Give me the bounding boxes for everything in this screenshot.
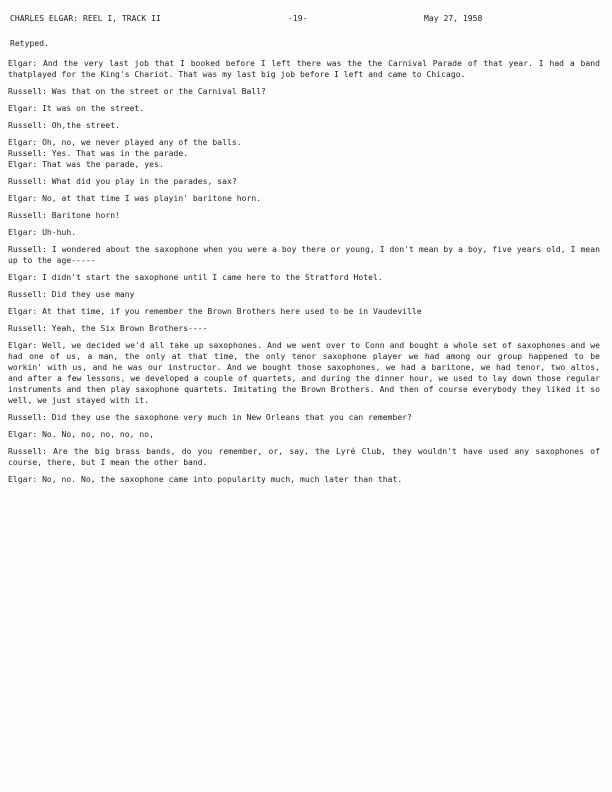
dialogue-paragraph xyxy=(8,323,600,334)
dialogue-text: Well, we decided we'd all take up saxophones. And we went over to Conn and bought a whole set of saxophones and we had one of us, a man, the only at that time, the only tenor saxophone player we had among our group happened to be workin' with us, and he was our instructor. And we bought those saxophones, we had a baritone, we had tenor, two altos, and after a few lessons, we developed a couple of quartets, and during the dinner hour, we used to lay down those regular instruments and then play saxophone quartets. Imitating the Brown Brothers. And then of course everybody they liked it so well, we just stayed with it. xyxy=(8,341,605,405)
dialogue-text: And the very last job that I booked before I left there was the the Carnival Parade of that year. I had a band thatplayed for the King's Chariot. That was my last big job before I left and came to Chicago. xyxy=(8,59,605,79)
dialogue-paragraph xyxy=(8,289,600,300)
dialogue-paragraph xyxy=(8,86,600,97)
dialogue-text: At that time, if you remember the Brown Brothers here used to be in Vaudeville xyxy=(37,307,422,316)
dialogue-text: Uh-huh. xyxy=(37,228,77,237)
dialogue-text: Yes. That was in the parade. xyxy=(46,149,189,158)
dialogue-paragraph xyxy=(8,176,600,187)
dialogue-paragraph xyxy=(8,103,600,114)
speaker-label: Russell: xyxy=(8,177,47,186)
dialogue-paragraph xyxy=(8,193,600,204)
dialogue-text: No, at that time I was playin' baritone horn. xyxy=(37,194,262,203)
transcript-body xyxy=(8,58,605,491)
speaker-label: Elgar: xyxy=(8,59,38,68)
dialogue-text: No. No, no, no, no, no, xyxy=(37,430,154,439)
page-number: -19- xyxy=(288,14,308,23)
dialogue-text: Was that on the street or the Carnival Ball? xyxy=(46,87,266,96)
dialogue-text: Are the big brass bands, do you remember, or, say, the Lyré Club, they wouldn't have used any saxophones of course, there, but I mean the other band. xyxy=(8,447,605,467)
speaker-label: Russell: xyxy=(8,211,47,220)
speaker-label: Elgar: xyxy=(8,160,38,169)
dialogue-paragraph xyxy=(8,340,605,406)
dialogue-paragraph xyxy=(8,244,605,266)
dialogue-text: Baritone horn! xyxy=(46,211,120,220)
dialogue-text: It was on the street. xyxy=(37,104,145,113)
dialogue-text: Did they use the saxophone very much in New Orleans that you can remember? xyxy=(46,413,412,422)
dialogue-paragraph xyxy=(8,137,600,148)
dialogue-paragraph xyxy=(8,148,600,159)
dialogue-paragraph xyxy=(8,210,600,221)
page-header xyxy=(10,13,600,25)
dialogue-paragraph xyxy=(8,429,600,440)
speaker-label: Russell: xyxy=(8,290,47,299)
speaker-label: Elgar: xyxy=(8,307,38,316)
retyped-note: Retyped. xyxy=(10,39,49,48)
dialogue-text: I didn't start the saxophone until I came here to the Stratford Hotel. xyxy=(37,273,383,282)
dialogue-paragraph xyxy=(8,272,600,283)
dialogue-text: Oh,the street. xyxy=(46,121,120,130)
dialogue-paragraph xyxy=(8,412,600,423)
header-date: May 27, 1958 xyxy=(424,14,483,23)
dialogue-paragraph xyxy=(8,159,600,170)
header-title: CHARLES ELGAR: REEL I, TRACK II xyxy=(10,14,161,23)
speaker-label: Elgar: xyxy=(8,430,38,439)
dialogue-text: That was the parade, yes. xyxy=(37,160,164,169)
dialogue-text: I wondered about the saxophone when you were a boy there or young, I don't mean by a boy, five years old, I mean up to the age----- xyxy=(8,245,605,265)
dialogue-paragraph xyxy=(8,446,605,468)
speaker-label: Russell: xyxy=(8,87,47,96)
dialogue-paragraph xyxy=(8,58,605,80)
dialogue-paragraph xyxy=(8,227,600,238)
speaker-label: Elgar: xyxy=(8,341,38,350)
speaker-label: Elgar: xyxy=(8,228,38,237)
speaker-label: Russell: xyxy=(8,447,47,456)
dialogue-text: What did you play in the parades, sax? xyxy=(46,177,237,186)
dialogue-text: No, no. No, the saxophone came into popularity much, much later than that. xyxy=(37,475,403,484)
dialogue-paragraph xyxy=(8,306,600,317)
speaker-label: Elgar: xyxy=(8,194,38,203)
speaker-label: Russell: xyxy=(8,149,47,158)
speaker-label: Elgar: xyxy=(8,475,38,484)
dialogue-text: Oh, no, we never played any of the balls. xyxy=(37,138,242,147)
speaker-label: Russell: xyxy=(8,121,47,130)
speaker-label: Russell: xyxy=(8,245,47,254)
dialogue-paragraph xyxy=(8,474,600,485)
speaker-label: Russell: xyxy=(8,413,47,422)
speaker-label: Elgar: xyxy=(8,138,38,147)
speaker-label: Elgar: xyxy=(8,273,38,282)
speaker-label: Russell: xyxy=(8,324,47,333)
dialogue-text: Did they use many xyxy=(46,290,135,299)
dialogue-paragraph xyxy=(8,120,600,131)
speaker-label: Elgar: xyxy=(8,104,38,113)
dialogue-text: Yeah, the Six Brown Brothers---- xyxy=(46,324,208,333)
